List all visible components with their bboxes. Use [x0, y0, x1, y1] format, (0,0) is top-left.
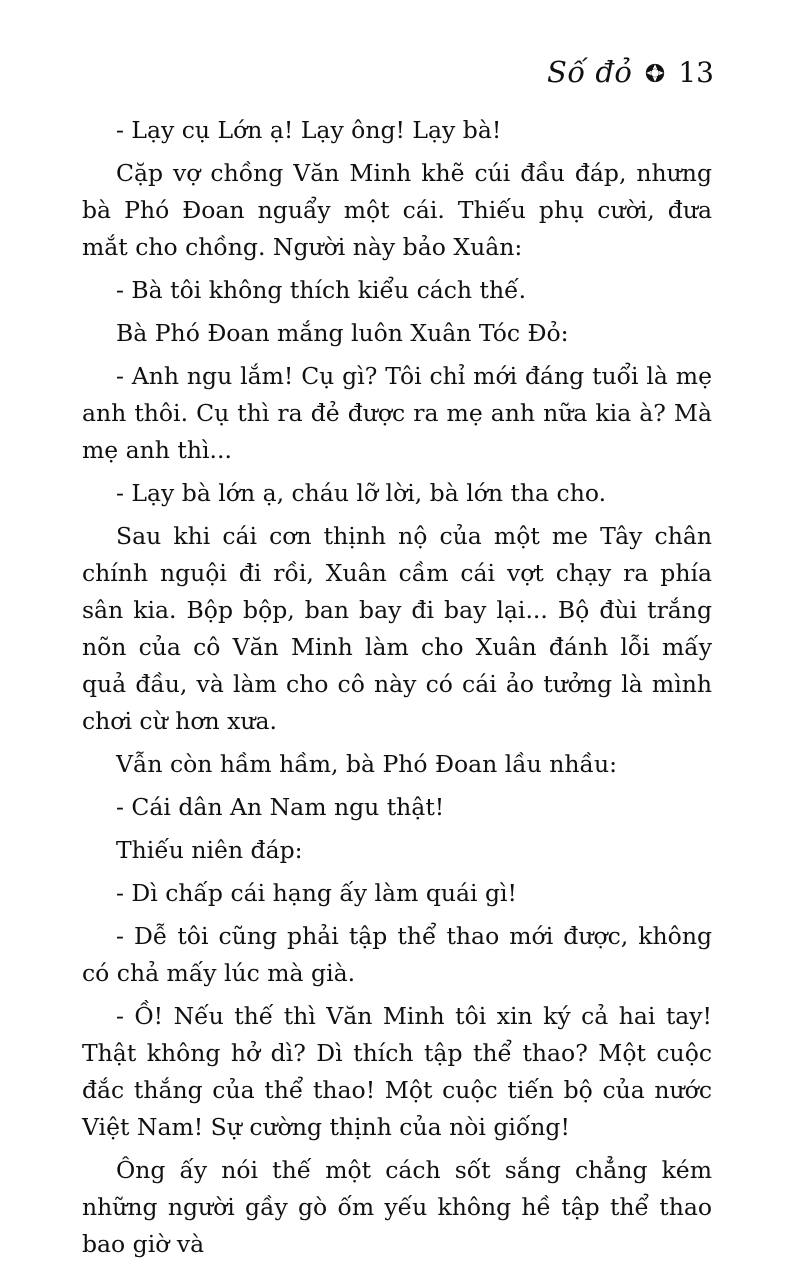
paragraph: - Anh ngu lắm! Cụ gì? Tôi chỉ mới đáng tuổi là mẹ anh thôi. Cụ thì ra đẻ được ra mẹ anh nữa kia à? Mà mẹ anh thì...: [82, 362, 712, 464]
paragraph: - Lạy bà lớn ạ, cháu lỡ lời, bà lớn tha cho.: [116, 479, 607, 507]
paragraph: - Lạy cụ Lớn ạ! Lạy ông! Lạy bà!: [116, 116, 502, 144]
paragraph: Thiếu niên đáp:: [116, 836, 303, 864]
paragraph: - Bà tôi không thích kiểu cách thế.: [116, 276, 527, 304]
paragraph: Ông ấy nói thế một cách sốt sắng chẳng kém những người gầy gò ốm yếu không hề tập thể thao bao giờ và: [82, 1156, 712, 1258]
running-header: [547, 55, 714, 89]
body-text: [82, 112, 712, 1269]
paragraph: - Ồ! Nếu thế thì Văn Minh tôi xin ký cả hai tay! Thật không hở dì? Dì thích tập thể thao? Một cuộc đắc thắng của thể thao! Một cuộc tiến bộ của nước Việt Nam! Sự cường thịnh của nòi giống!: [82, 1002, 712, 1141]
paragraph: - Dễ tôi cũng phải tập thể thao mới được, không có chả mấy lúc mà già.: [82, 922, 712, 987]
paragraph: - Cái dân An Nam ngu thật!: [116, 793, 445, 821]
paragraph: Vẫn còn hầm hầm, bà Phó Đoan lầu nhầu:: [116, 750, 618, 778]
paragraph: Sau khi cái cơn thịnh nộ của một me Tây chân chính nguội đi rồi, Xuân cầm cái vợt chạy ra phía sân kia. Bộp bộp, ban bay đi bay lại... Bộ đùi trắng nõn của cô Văn Minh làm cho Xuân đánh lỗi mấy quả đầu, và làm cho cô này có cái ảo tưởng là mình chơi cừ hơn xưa.: [82, 522, 712, 735]
page-number: 13: [678, 55, 714, 89]
paragraph: Cặp vợ chồng Văn Minh khẽ cúi đầu đáp, nhưng bà Phó Đoan nguẩy một cái. Thiếu phụ cười, đưa mắt cho chồng. Người này bảo Xuân:: [82, 159, 712, 261]
paragraph: - Dì chấp cái hạng ấy làm quái gì!: [116, 879, 518, 907]
paragraph: Bà Phó Đoan mắng luôn Xuân Tóc Đỏ:: [116, 319, 569, 347]
flower-ornament-icon: [644, 62, 666, 84]
header-title: Số đỏ: [547, 55, 633, 89]
